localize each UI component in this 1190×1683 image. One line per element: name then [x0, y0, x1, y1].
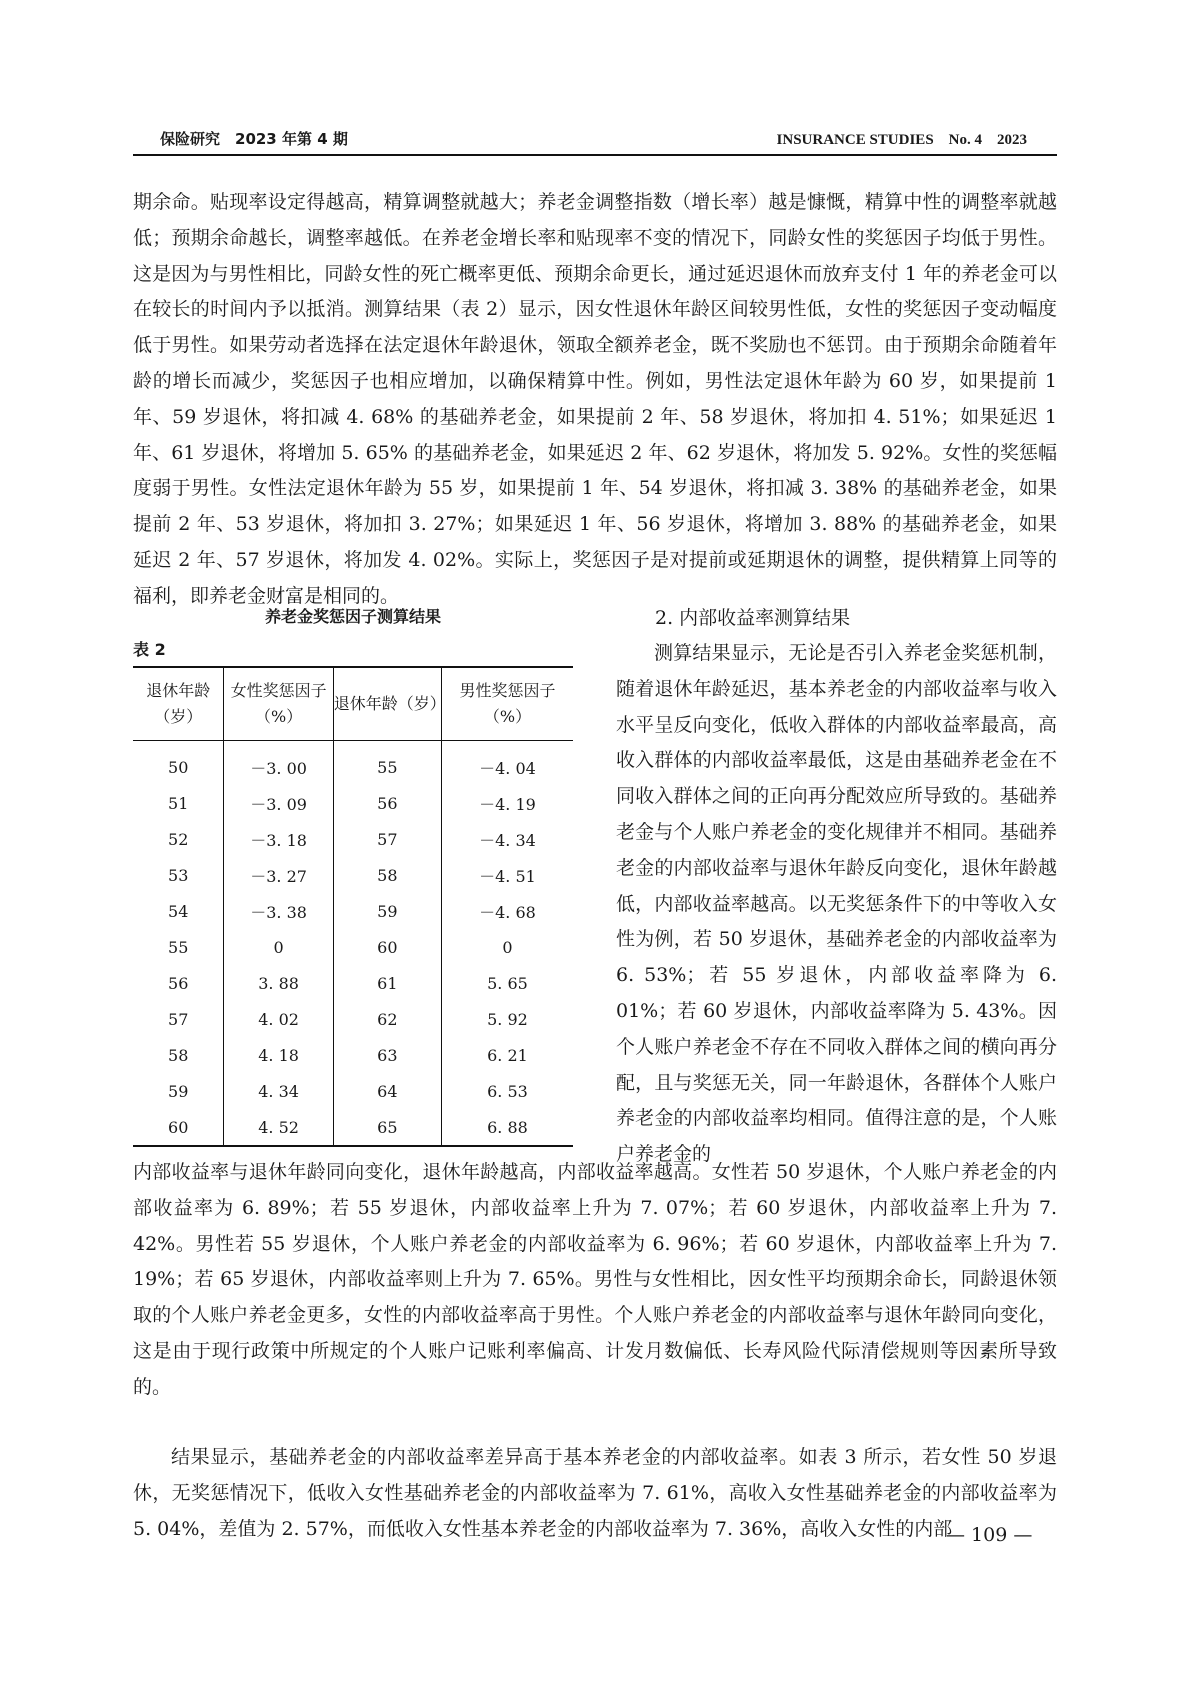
table-cell: －3. 09 — [224, 785, 333, 821]
table-row — [133, 741, 573, 786]
table-number: 表 2 — [133, 640, 166, 659]
table-cell: 53 — [168, 865, 189, 885]
table-cell: －4. 34 — [441, 821, 573, 857]
table-row — [133, 821, 573, 857]
table-cell: 59 — [168, 1081, 189, 1101]
table-row — [133, 857, 573, 893]
table-cell: －3. 00 — [224, 741, 333, 786]
header-male-factor: 男性奖惩因子（%） — [441, 667, 573, 741]
table-cell: 56 — [333, 785, 441, 821]
header-female-factor: 女性奖惩因子（%） — [224, 667, 333, 741]
header-retire-age-male: 退休年龄（岁） — [333, 667, 441, 741]
header-retire-age-female: 退休年龄（岁） — [146, 681, 211, 726]
table-cell: 63 — [333, 1037, 441, 1073]
table-cell: 55 — [333, 741, 441, 786]
body-paragraph-3: 内部收益率与退休年龄同向变化，退休年龄越高，内部收益率越高。女性若 50 岁退休，个人账户养老金的内部收益率为 6. 89%；若 55 岁退休，内部收益率上升为 7. 07%；若 60 岁退休，内部收益率上升为 7. 42%。男性若 55 岁退休，个人账户养老金的内部收益率为 6. 96%；若 60 岁退休，内部收益率上升为 7. 19%；若 65 岁退休，内部收益率则上升为 7. 65%。男性与女性相比，因女性平均预期余命长，同龄退休领取的个人账户养老金更多，女性的内部收益率高于男性。个人账户养老金的内部收益率与退休年龄同向变化，这是由于现行政策中所规定的个人账户记账利率偏高、计发月数偏低、长寿风险代际清偿规则等因素所导致的。 — [133, 1161, 1057, 1398]
table-cell: －3. 38 — [224, 893, 333, 929]
table-cell: 52 — [168, 829, 189, 849]
header-divider — [133, 154, 1057, 156]
table-cell: 4. 18 — [224, 1037, 333, 1073]
table-cell: 3. 88 — [224, 965, 333, 1001]
table-cell: 58 — [333, 857, 441, 893]
table-cell: 50 — [168, 757, 189, 777]
table-row — [133, 929, 573, 965]
table-header-row — [133, 667, 573, 741]
table-cell: 0 — [224, 929, 333, 965]
table-row — [133, 785, 573, 821]
table-cell: 60 — [333, 929, 441, 965]
table-row — [133, 1073, 573, 1109]
table-cell: 64 — [333, 1073, 441, 1109]
table-cell: 61 — [333, 965, 441, 1001]
page-number: — 109 — — [946, 1524, 1033, 1546]
table-cell: 59 — [333, 893, 441, 929]
body-paragraph-1: 期余命。贴现率设定得越高，精算调整就越大；养老金调整指数（增长率）越是慷慨，精算中性的调整率就越低；预期余命越长，调整率越低。在养老金增长率和贴现率不变的情况下，同龄女性的奖惩因子均低于男性。这是因为与男性相比，同龄女性的死亡概率更低、预期余命更长，通过延迟退休而放弃支付 1 年的养老金可以在较长的时间内予以抵消。测算结果（表 2）显示，因女性退休年龄区间较男性低，女性的奖惩因子变动幅度低于男性。如果劳动者选择在法定退休年龄退休，领取全额养老金，既不奖励也不惩罚。由于预期余命随着年龄的增长而减少，奖惩因子也相应增加，以确保精算中性。例如，男性法定退休年龄为 60 岁，如果提前 1 年、59 岁退休，将扣减 4. 68% 的基础养老金，如果提前 2 年、58 岁退休，将加扣 4. 51%；如果延迟 1 年、61 岁退休，将增加 5. 65% 的基础养老金，如果延迟 2 年、62 岁退休，将加发 5. 92%。女性的奖惩幅度弱于男性。女性法定退休年龄为 55 岁，如果提前 1 年、54 岁退休，将扣减 3. 38% 的基础养老金，如果提前 2 年、53 岁退休，将加扣 3. 27%；如果延迟 1 年、56 岁退休，将增加 3. 88% 的基础养老金，如果延迟 2 年、57 岁退休，将加发 4. 02%。实际上，奖惩因子是对提前或延期退休的调整，提供精算上同等的福利，即养老金财富是相同的。 — [133, 191, 1057, 607]
table-row — [133, 1001, 573, 1037]
table-cell: 5. 92 — [441, 1001, 573, 1037]
journal-title: 保险研究 2023 年第 4 期 — [160, 130, 348, 148]
table-cell: 57 — [168, 1009, 189, 1029]
table-row — [133, 965, 573, 1001]
table-cell: 62 — [333, 1001, 441, 1037]
table-cell: 6. 21 — [441, 1037, 573, 1073]
table-cell: －4. 19 — [441, 785, 573, 821]
journal-title-english: INSURANCE STUDIES No. 4 2023 — [776, 132, 1027, 148]
table-cell: 4. 02 — [224, 1001, 333, 1037]
table-cell: 57 — [333, 821, 441, 857]
table-row — [133, 1109, 573, 1146]
table-cell: －3. 27 — [224, 857, 333, 893]
table-cell: 58 — [168, 1045, 189, 1065]
table-cell: 65 — [333, 1109, 441, 1146]
body-paragraph-2: 测算结果显示，无论是否引入养老金奖惩机制，随着退休年龄延迟，基本养老金的内部收益率与收入水平呈反向变化，低收入群体的内部收益率最高，高收入群体的内部收益率最低，这是由基础养老金在不同收入群体之间的正向再分配效应所导致的。基础养老金与个人账户养老金的变化规律并不相同。基础养老金的内部收益率与退休年龄反向变化，退休年龄越低，内部收益率越高。以无奖惩条件下的中等收入女性为例，若 50 岁退休，基础养老金的内部收益率为 6. 53%；若 55 岁退休，内部收益率降为 6. 01%；若 60 岁退休，内部收益率降为 5. 43%。因个人账户养老金不存在不同收入群体之间的横向再分配，且与奖惩无关，同一年龄退休，各群体个人账户养老金的内部收益率均相同。值得注意的是，个人账户养老金的 — [616, 642, 1057, 1166]
section-heading: 2. 内部收益率测算结果 — [655, 607, 851, 629]
table-cell: －4. 04 — [441, 741, 573, 786]
table-cell: －4. 51 — [441, 857, 573, 893]
table-row — [133, 1037, 573, 1073]
table-cell: 55 — [168, 937, 189, 957]
table-cell: 5. 65 — [441, 965, 573, 1001]
reward-penalty-factor-table — [133, 666, 573, 1147]
table-cell: 0 — [441, 929, 573, 965]
table-cell: 6. 53 — [441, 1073, 573, 1109]
table-cell: 4. 52 — [224, 1109, 333, 1146]
table-cell: 60 — [168, 1117, 189, 1137]
table-cell: 51 — [168, 793, 189, 813]
body-paragraph-4: 结果显示，基础养老金的内部收益率差异高于基本养老金的内部收益率。如表 3 所示，若女性 50 岁退休，无奖惩情况下，低收入女性基础养老金的内部收益率为 7. 61%，高收入女性基础养老金的内部收益率为 5. 04%，差值为 2. 57%，而低收入女性基本养老金的内部收益率为 7. 36%，高收入女性的内部 — [133, 1446, 1057, 1540]
table-cell: －3. 18 — [224, 821, 333, 857]
table-cell: －4. 68 — [441, 893, 573, 929]
table-cell: 54 — [168, 901, 189, 921]
table-cell: 6. 88 — [441, 1109, 573, 1146]
table-cell: 56 — [168, 973, 189, 993]
table-row — [133, 893, 573, 929]
table-cell: 4. 34 — [224, 1073, 333, 1109]
table-caption: 养老金奖惩因子测算结果 — [264, 607, 441, 626]
